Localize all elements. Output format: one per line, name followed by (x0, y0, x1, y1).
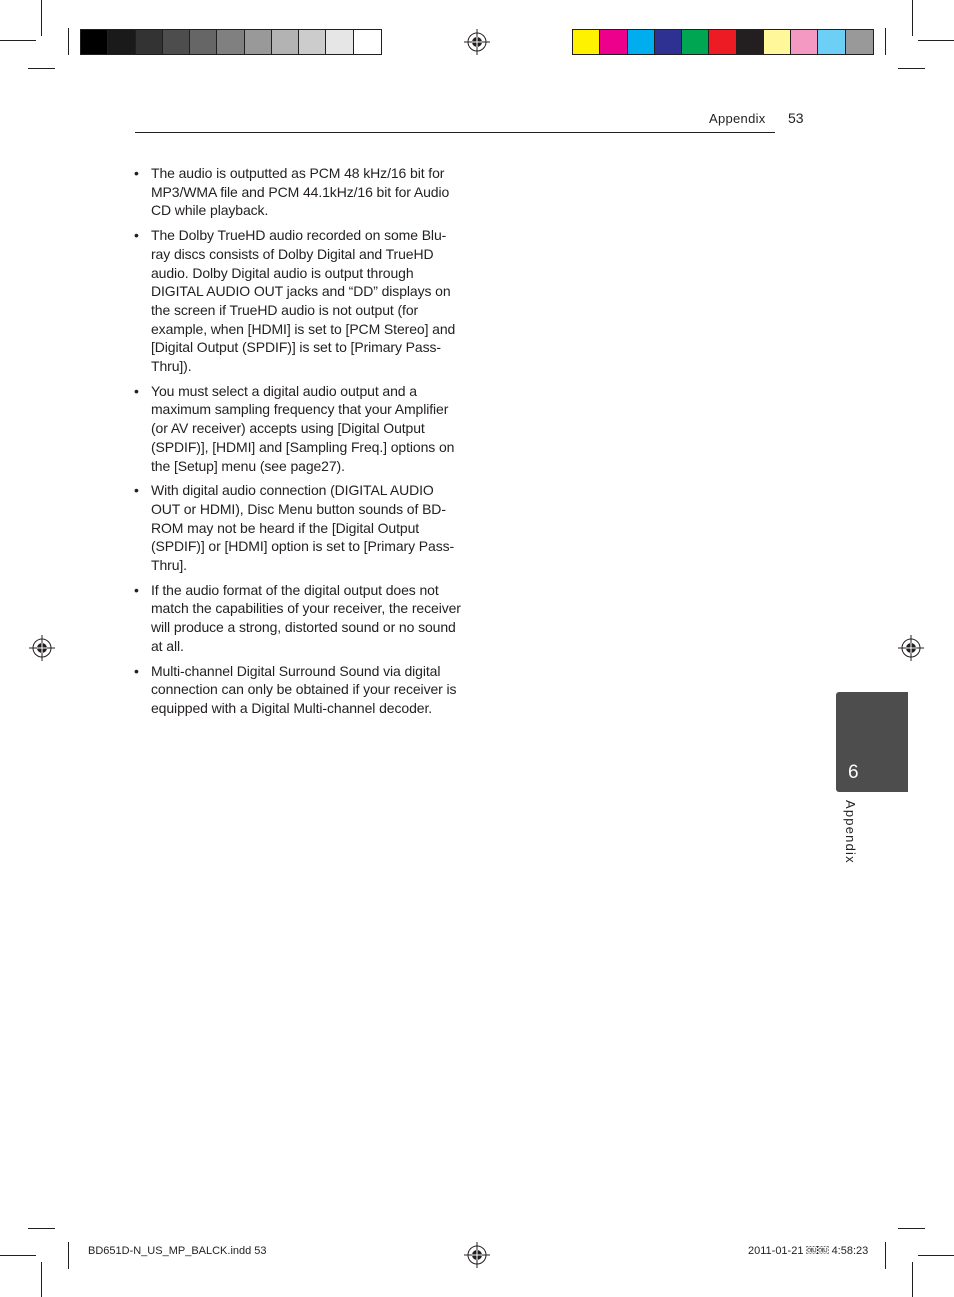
chapter-tab (836, 692, 908, 792)
list-item (134, 164, 464, 220)
color-swatch (190, 30, 217, 54)
color-swatch (709, 30, 736, 54)
list-item (134, 382, 464, 476)
list-item (134, 226, 464, 376)
crop-mark (898, 68, 925, 69)
bullet-list (134, 164, 464, 724)
color-swatch (163, 30, 190, 54)
color-swatch (737, 30, 764, 54)
crop-mark (28, 1228, 55, 1229)
crop-mark (41, 1262, 42, 1297)
color-swatch (136, 30, 163, 54)
grayscale-color-bar (80, 29, 382, 55)
list-item-text: If the audio format of the digital output does not match the capabilities of your receiver, the receiver will produce a strong, distorted sound or no sound at all. (151, 581, 461, 654)
color-swatch (600, 30, 627, 54)
color-swatch (354, 30, 381, 54)
chapter-label: Appendix (843, 800, 858, 864)
header-divider (135, 132, 775, 133)
crop-mark (918, 40, 954, 41)
color-swatch (628, 30, 655, 54)
crop-mark (0, 40, 36, 41)
crop-mark (918, 1255, 954, 1256)
registration-mark-icon (29, 635, 55, 661)
list-item (134, 481, 464, 575)
header-section-label: Appendix (709, 111, 766, 126)
color-swatch (245, 30, 272, 54)
crop-mark (885, 1242, 886, 1269)
footer-file-info: BD651D-N_US_MP_BALCK.indd 53 (88, 1245, 267, 1257)
crop-mark (0, 1255, 36, 1256)
bullet-icon: • (134, 581, 139, 598)
color-swatch (108, 30, 135, 54)
crop-mark (41, 0, 42, 36)
color-swatch (81, 30, 108, 54)
process-color-bar (572, 29, 874, 55)
color-swatch (299, 30, 326, 54)
color-swatch (791, 30, 818, 54)
bullet-icon: • (134, 165, 139, 181)
color-swatch (818, 30, 845, 54)
color-swatch (655, 30, 682, 54)
color-swatch (682, 30, 709, 54)
list-item-text: You must select a digital audio output and a maximum sampling frequency that your Amplifier (or AV receiver) accepts using [Digital Output (SPDIF)], [HDMI] and [Sampling Freq.] options on the [Setup] menu (see page27). (151, 382, 455, 474)
list-item (134, 662, 464, 718)
list-item-text: Multi-channel Digital Surround Sound via digital connection can only be obtained if your receiver is equipped with a Digital Multi-channel decoder. (151, 662, 457, 716)
registration-mark-icon (464, 29, 490, 55)
color-swatch (764, 30, 791, 54)
footer-date-info: 2011-01-21 ￼￼ 4:58:23 (748, 1245, 869, 1257)
color-swatch (846, 30, 873, 54)
color-swatch (573, 30, 600, 54)
page-number: 53 (788, 110, 804, 126)
crop-mark (912, 0, 913, 36)
bullet-icon: • (134, 662, 139, 679)
registration-mark-icon (464, 1242, 490, 1268)
crop-mark (898, 1228, 925, 1229)
color-swatch (326, 30, 353, 54)
list-item-text: With digital audio connection (DIGITAL AUDIO OUT or HDMI), Disc Menu button sounds of BD-ROM may not be heard if the [Digital Output (SPDIF)] or [HDMI] option is set to [Primary Pass-Thru]. (151, 482, 455, 574)
list-item (134, 581, 464, 656)
crop-mark (912, 1262, 913, 1297)
crop-mark (28, 68, 55, 69)
list-item-text: The audio is outputted as PCM 48 kHz/16 bit for MP3/WMA file and PCM 44.1kHz/16 bit for Audio CD while playback. (151, 165, 450, 219)
crop-mark (68, 28, 69, 55)
crop-mark (68, 1242, 69, 1269)
bullet-icon: • (134, 227, 139, 244)
color-swatch (217, 30, 244, 54)
registration-mark-icon (898, 635, 924, 661)
color-swatch (272, 30, 299, 54)
list-item-text: The Dolby TrueHD audio recorded on some Blu-ray discs consists of Dolby Digital and TrueHD audio. Dolby Digital audio is output through DIGITAL AUDIO OUT jacks and “DD” displays on the screen if TrueHD audio is not output (for example, when [HDMI] is set to [PCM Stereo] and [Digital Output (SPDIF)] is set to [Primary Pass-Thru]). (151, 227, 456, 375)
bullet-icon: • (134, 482, 139, 499)
crop-mark (885, 28, 886, 55)
chapter-number: 6 (848, 762, 859, 783)
bullet-icon: • (134, 382, 139, 399)
